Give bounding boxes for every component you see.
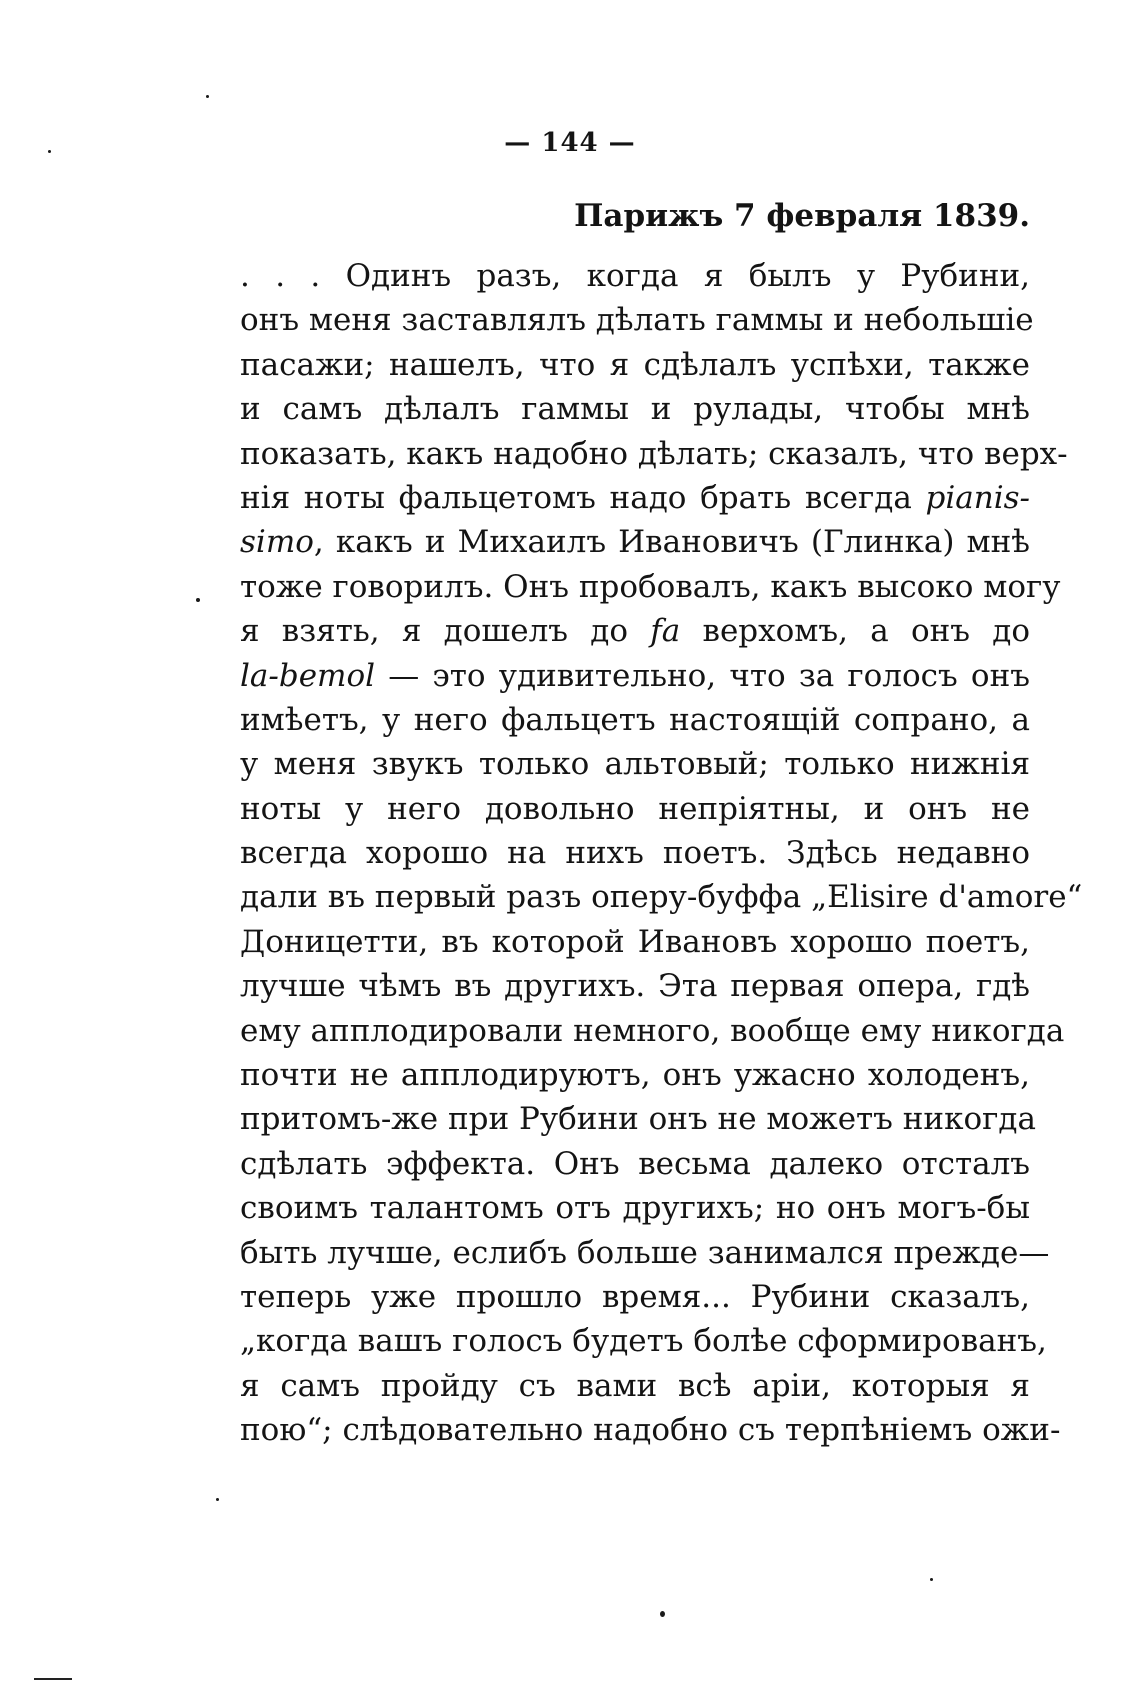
text-line [240, 298, 1034, 342]
text-line [240, 432, 1068, 476]
line-text: у меня звукъ только альтовый; только нижнія [240, 746, 1030, 783]
line-text: — это удивительно, что за голосъ онъ [375, 657, 1030, 694]
text-line [240, 1186, 1030, 1230]
text-line [240, 1009, 1065, 1053]
scan-speck [196, 598, 200, 602]
text-line [240, 565, 1061, 609]
scan-speck [216, 1498, 219, 1501]
line-text: почти не апплодируютъ, онъ ужасно холоденъ, [240, 1057, 1030, 1094]
text-line [240, 476, 1030, 520]
line-text: дали въ первый разъ оперу-буффа „Elisire d'amore“ [240, 879, 1083, 916]
line-text: ноты у него довольно непріятны, и онъ не [240, 790, 1030, 827]
italic-term: pianis- [925, 479, 1030, 516]
text-line [240, 343, 1030, 387]
text-line [240, 1408, 1061, 1452]
text-line [240, 1142, 1030, 1186]
scan-speck [206, 95, 209, 98]
line-text: теперь уже прошло время... Рубини сказалъ, [240, 1278, 1030, 1315]
text-line [240, 387, 1030, 431]
text-line [240, 1231, 1050, 1275]
page-number: — 144 — [504, 128, 636, 158]
line-text: сдѣлать эффекта. Онъ весьма далеко отсталъ [240, 1145, 1030, 1182]
line-text: пасажи; нашелъ, что я сдѣлалъ успѣхи, также [240, 346, 1030, 383]
line-text: лучше чѣмъ въ другихъ. Эта первая опера, гдѣ [240, 968, 1030, 1005]
scan-speck [930, 1578, 933, 1581]
text-line [240, 920, 1030, 964]
text-line [240, 1319, 1047, 1363]
line-text: . . . Одинъ разъ, когда я былъ у Рубини, [240, 258, 1030, 294]
line-text: Доницетти, въ которой Ивановъ хорошо поетъ, [240, 923, 1030, 960]
text-line [240, 831, 1030, 875]
line-text-after: верхомъ, а онъ до [680, 613, 1031, 650]
text-line [240, 964, 1030, 1008]
line-text: показать, какъ надобно дѣлать; сказалъ, что верх- [240, 435, 1068, 472]
line-text: нія ноты фальцетомъ надо брать всегда [240, 479, 926, 516]
scan-speck [660, 1611, 665, 1617]
italic-term: fa [650, 613, 681, 650]
text-line [240, 254, 1030, 298]
line-text: своимъ талантомъ отъ другихъ; но онъ могъ-бы [240, 1190, 1030, 1227]
text-line [240, 1053, 1030, 1097]
text-line [240, 654, 1030, 698]
text-line [240, 1097, 1036, 1141]
body-text [240, 254, 1083, 1453]
text-line [240, 742, 1030, 786]
text-line [240, 609, 1030, 653]
line-text: всегда хорошо на нихъ поетъ. Здѣсь недавно [240, 835, 1030, 872]
italic-term: simo [240, 524, 314, 561]
line-text: ему апплодировали немного, вообще ему никогда [240, 1012, 1065, 1049]
line-text: быть лучше, еслибъ больше занимался прежде— [240, 1234, 1050, 1271]
text-line [240, 787, 1030, 831]
line-text: , какъ и Михаилъ Ивановичъ (Глинка) мнѣ [313, 524, 1030, 561]
line-text: и самъ дѣлалъ гаммы и рулады, чтобы мнѣ [240, 391, 1030, 428]
line-text: „когда вашъ голосъ будетъ болѣе сформированъ, [240, 1323, 1047, 1360]
line-text: я взять, я дошелъ до [240, 613, 651, 650]
line-text: тоже говорилъ. Онъ пробовалъ, какъ высоко могу [240, 568, 1061, 605]
line-text: я самъ пройду съ вами всѣ аріи, которыя я [240, 1367, 1030, 1404]
text-line [240, 520, 1030, 564]
scan-mark [34, 1678, 72, 1680]
text-line [240, 698, 1030, 742]
line-text: пою“; слѣдовательно надобно съ терпѣніемъ ожи- [240, 1412, 1061, 1449]
text-line [240, 875, 1083, 919]
text-line [240, 1364, 1030, 1408]
line-text: притомъ-же при Рубини онъ не можетъ никогда [240, 1101, 1036, 1138]
scan-speck [48, 150, 51, 153]
dateline: Парижъ 7 февраля 1839. [574, 198, 1030, 234]
line-text: имѣетъ, у него фальцетъ настоящій сопрано, а [240, 701, 1030, 738]
line-text: онъ меня заставлялъ дѣлать гаммы и небольшіе [240, 302, 1034, 339]
italic-term: la-bemol [240, 657, 376, 694]
text-line [240, 1275, 1030, 1319]
